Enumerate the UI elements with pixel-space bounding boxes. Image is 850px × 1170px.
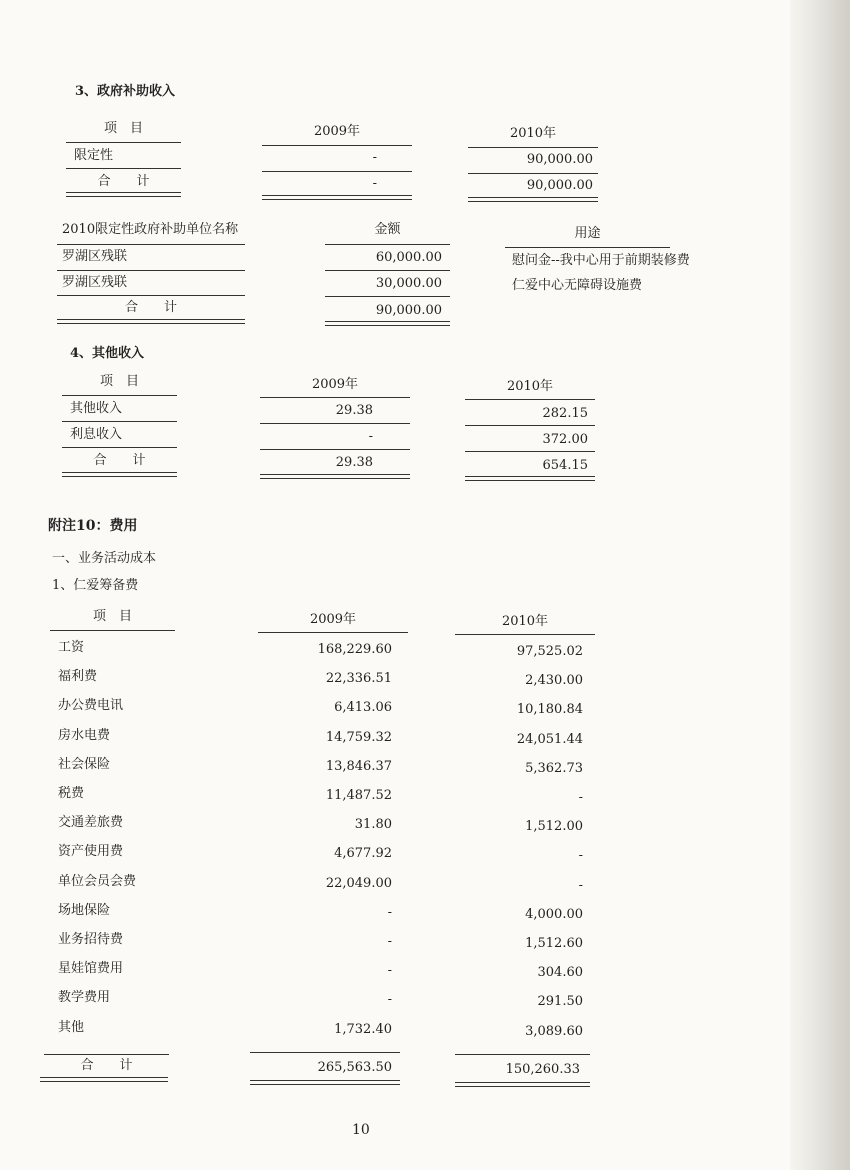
sec3-total-label: 合 计 <box>97 174 150 189</box>
expense-row-label: 星娃馆费用 <box>58 961 124 976</box>
sec3-header-2009: 2009年 <box>313 124 361 139</box>
scanner-edge <box>790 0 850 1170</box>
expense-row-label: 其他 <box>58 1020 85 1035</box>
section-3-title: 3、政府补助收入 <box>75 84 176 99</box>
sec4-row-label: 利息收入 <box>70 427 123 442</box>
expense-row-2009: - <box>387 905 392 920</box>
unit-row-amount: 30,000.00 <box>375 276 442 291</box>
expense-row-label: 交通差旅费 <box>58 815 124 830</box>
expense-row-label: 业务招待费 <box>58 932 124 947</box>
expense-row-2009: 6,413.06 <box>334 700 392 715</box>
unit-row-purpose: 仁爱中心无障碍设施费 <box>512 278 643 293</box>
expense-row-2009: - <box>387 934 392 949</box>
expense-total-label: 合 计 <box>80 1058 133 1073</box>
expense-row-2009: 168,229.60 <box>317 642 392 657</box>
units-total-amount: 90,000.00 <box>375 303 442 318</box>
sec4-header-2009: 2009年 <box>311 377 359 392</box>
sec3-total-2010: 90,000.00 <box>526 178 593 193</box>
expense-row-2009: 22,049.00 <box>325 876 392 891</box>
sec4-total-2009: 29.38 <box>335 455 373 470</box>
expense-row-2009: 1,732.40 <box>334 1022 392 1037</box>
section-4-title: 4、其他收入 <box>70 346 145 361</box>
unit-row-name: 罗湖区残联 <box>62 249 128 264</box>
note-10-title: 附注10：费用 <box>48 518 138 534</box>
units-header-name: 2010限定性政府补助单位名称 <box>62 222 239 237</box>
sec3-header-2010: 2010年 <box>509 126 557 141</box>
units-header-amount: 金额 <box>374 222 401 237</box>
unit-row-name: 罗湖区残联 <box>62 275 128 290</box>
expense-row-label: 税费 <box>58 786 85 801</box>
note-10-subsection: 1、仁爱筹备费 <box>52 578 139 593</box>
expense-row-label: 福利费 <box>58 669 98 684</box>
expense-row-2009: - <box>387 992 392 1007</box>
note10-header-item: 项 目 <box>92 609 132 624</box>
sec4-row-label: 其他收入 <box>70 401 123 416</box>
unit-row-amount: 60,000.00 <box>375 250 442 265</box>
expense-row-label: 场地保险 <box>58 903 111 918</box>
note10-header-2010: 2010年 <box>501 614 549 629</box>
expense-row-2010: 24,051.44 <box>516 732 583 747</box>
sec4-row-2009: 29.38 <box>335 403 373 418</box>
unit-row-purpose: 慰问金--我中心用于前期装修费 <box>512 253 690 268</box>
expense-row-label: 资产使用费 <box>58 844 124 859</box>
sec4-header-item: 项 目 <box>99 374 139 389</box>
expense-row-2010: 304.60 <box>537 965 583 980</box>
expense-total-2009: 265,563.50 <box>317 1060 392 1075</box>
expense-row-2010: 2,430.00 <box>525 673 583 688</box>
expense-row-2009: 4,677.92 <box>334 846 392 861</box>
expense-row-label: 工资 <box>58 640 85 655</box>
expense-row-label: 办公费电讯 <box>58 698 124 713</box>
page-number: 10 <box>352 1122 370 1138</box>
expense-row-2010: 97,525.02 <box>516 644 583 659</box>
sec4-total-2010: 654.15 <box>542 458 588 473</box>
expense-row-2010: - <box>578 848 583 863</box>
units-total-label: 合 计 <box>124 300 177 315</box>
note10-header-2009: 2009年 <box>309 612 357 627</box>
sec4-total-label: 合 计 <box>93 453 146 468</box>
expense-row-2010: 1,512.00 <box>525 819 583 834</box>
note-10-subtitle: 一、业务活动成本 <box>52 551 157 566</box>
expense-row-2009: 31.80 <box>354 817 392 832</box>
sec4-row-2010: 372.00 <box>542 432 588 447</box>
expense-row-2010: 291.50 <box>537 994 583 1009</box>
expense-row-label: 房水电费 <box>58 728 111 743</box>
expense-total-2010: 150,260.33 <box>505 1062 580 1077</box>
units-header-purpose: 用途 <box>574 226 601 241</box>
expense-row-2010: - <box>578 790 583 805</box>
sec4-header-2010: 2010年 <box>506 379 554 394</box>
expense-row-2009: 14,759.32 <box>325 730 392 745</box>
sec4-row-2009: - <box>368 429 373 444</box>
sec3-header-item: 项 目 <box>103 121 143 136</box>
expense-row-2010: 4,000.00 <box>525 907 583 922</box>
expense-row-2009: 13,846.37 <box>325 759 392 774</box>
sec3-row-2010: 90,000.00 <box>526 152 593 167</box>
expense-row-2009: 11,487.52 <box>325 788 392 803</box>
expense-row-2009: 22,336.51 <box>325 671 392 686</box>
expense-row-2010: 3,089.60 <box>525 1024 583 1039</box>
sec3-total-2009: - <box>372 176 377 191</box>
expense-row-2010: 5,362.73 <box>525 761 583 776</box>
expense-row-2010: 1,512.60 <box>525 936 583 951</box>
sec4-row-2010: 282.15 <box>542 406 588 421</box>
expense-row-2009: - <box>387 963 392 978</box>
expense-row-2010: 10,180.84 <box>516 702 583 717</box>
expense-row-label: 教学费用 <box>58 990 111 1005</box>
sec3-row-label: 限定性 <box>74 148 114 163</box>
sec3-row-2009: - <box>372 150 377 165</box>
expense-row-label: 单位会员会费 <box>58 874 137 889</box>
expense-row-2010: - <box>578 878 583 893</box>
expense-row-label: 社会保险 <box>58 757 111 772</box>
